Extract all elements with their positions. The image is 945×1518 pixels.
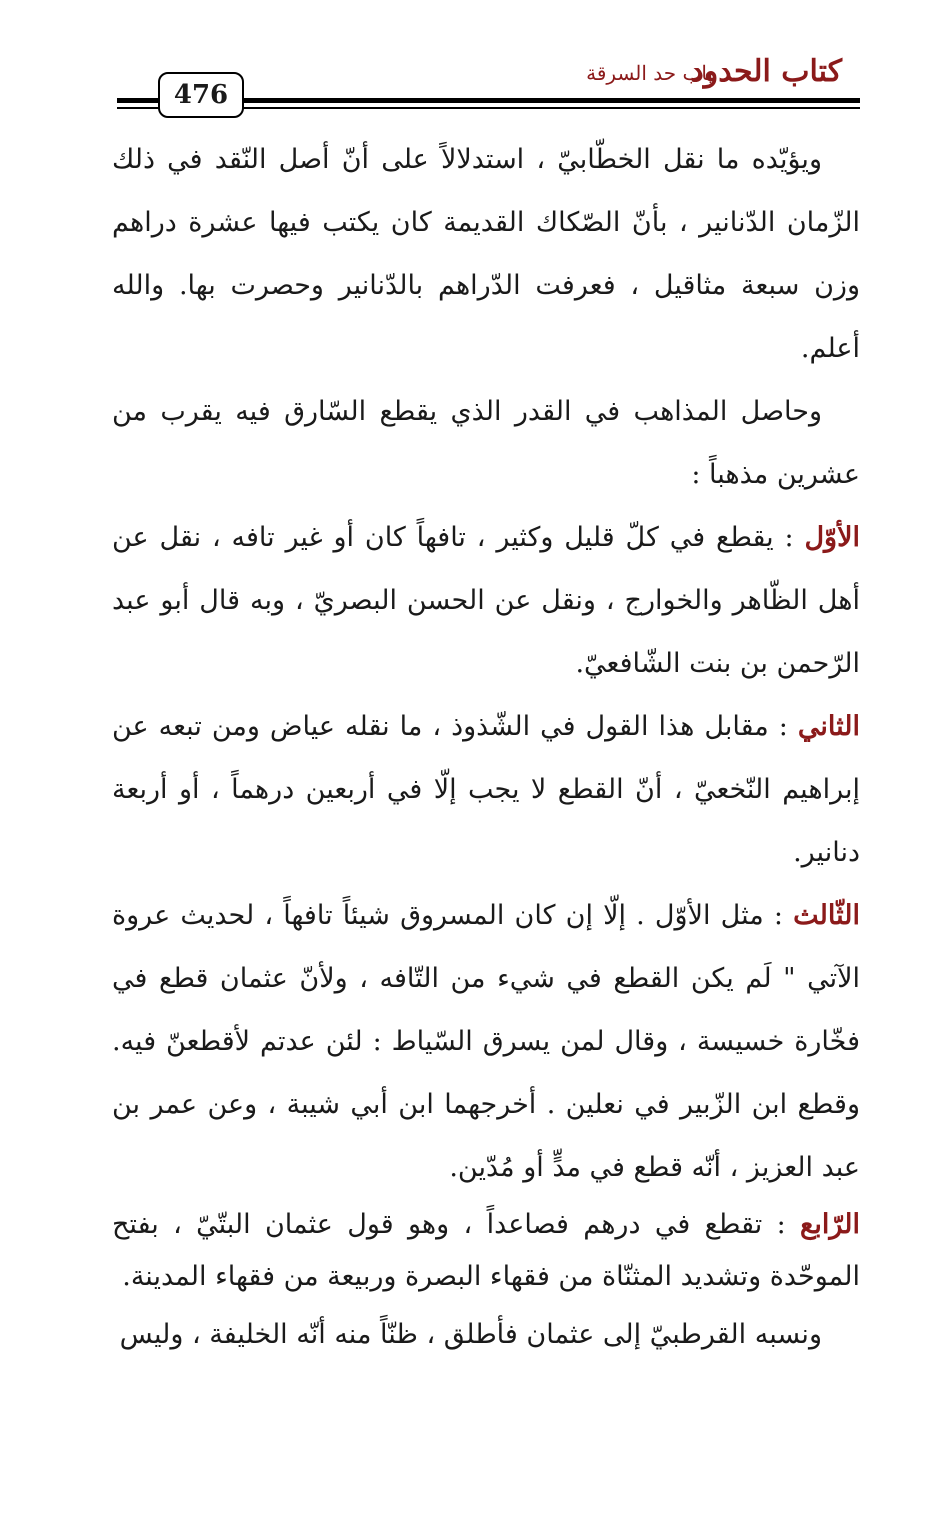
- paragraph-text: مثل الأوّل . إلّا إن كان المسروق شيئاً تافهاً ، لحديث عروة الآتي " لَم يكن القطع في شيء من التّافه ، ولأنّ عثمان قطع في فخّارة خسيسة ، وقال لمن يسرق السّياط : لئن عدتم لأقطعنّ فيه. وقطع ابن الزّبير في نعلين . أخرجهما ابن أبي شيبة ، وعن عمر بن عبد العزيز ، أنّه قطع في مدٍّ أو مُدّين.: [112, 900, 860, 1183]
- paragraph: [112, 1199, 860, 1303]
- paragraph-text: ويؤيّده ما نقل الخطّابيّ ، استدلالاً على أنّ أصل النّقد في ذلك الزّمان الدّنانير ، بأنّ الصّكاك القديمة كان يكتب فيها عشرة دراهم وزن سبعة مثاقيل ، فعرفت الدّراهم بالدّنانير وحصرت بها. والله أعلم.: [112, 144, 860, 364]
- paragraph-sep: :: [768, 711, 798, 742]
- book-title: كتاب الحدود: [690, 54, 842, 89]
- paragraph-text: تقطع في درهم فصاعداً ، وهو قول عثمان البتّيّ ، بفتح الموحّدة وتشديد المثنّاة من فقهاء البصرة وربيعة من فقهاء المدينة.: [112, 1209, 860, 1292]
- paragraph-lead: الأوّل: [804, 522, 860, 553]
- paragraph-lead: الثاني: [797, 711, 860, 742]
- paragraph: [112, 695, 860, 884]
- paragraph-sep: :: [773, 522, 805, 553]
- page-number: 476: [158, 72, 244, 118]
- page-header: [0, 0, 945, 120]
- paragraph-text: وحاصل المذاهب في القدر الذي يقطع السّارق فيه يقرب من عشرين مذهباً :: [112, 396, 860, 490]
- paragraph-sep: :: [762, 1209, 800, 1240]
- paragraph-text: يقطع في كلّ قليل وكثير ، تافهاً كان أو غير تافه ، نقل عن أهل الظّاهر والخوارج ، ونقل عن الحسن البصريّ ، وبه قال أبو عبد الرّحمن بن بنت الشّافعيّ.: [112, 522, 860, 679]
- paragraph: [112, 380, 860, 506]
- paragraph-lead: الثّالث: [793, 900, 860, 931]
- chapter-title: باب حد السرقة: [586, 61, 713, 85]
- paragraph-sep: :: [763, 900, 794, 931]
- paragraph: [112, 506, 860, 695]
- paragraph: [112, 128, 860, 380]
- paragraph-lead: الرّابع: [800, 1209, 861, 1240]
- paragraph: [112, 884, 860, 1199]
- page-content: [112, 128, 860, 1366]
- paragraph-text: مقابل هذا القول في الشّذوذ ، ما نقله عياض ومن تبعه عن إبراهيم النّخعيّ ، أنّ القطع لا يجب إلّا في أربعين درهماً ، أو أربعة دنانير.: [112, 711, 860, 868]
- paragraph-text: ونسبه القرطبيّ إلى عثمان فأطلق ، ظنّاً منه أنّه الخليفة ، وليس: [119, 1319, 822, 1350]
- paragraph: [112, 1303, 860, 1366]
